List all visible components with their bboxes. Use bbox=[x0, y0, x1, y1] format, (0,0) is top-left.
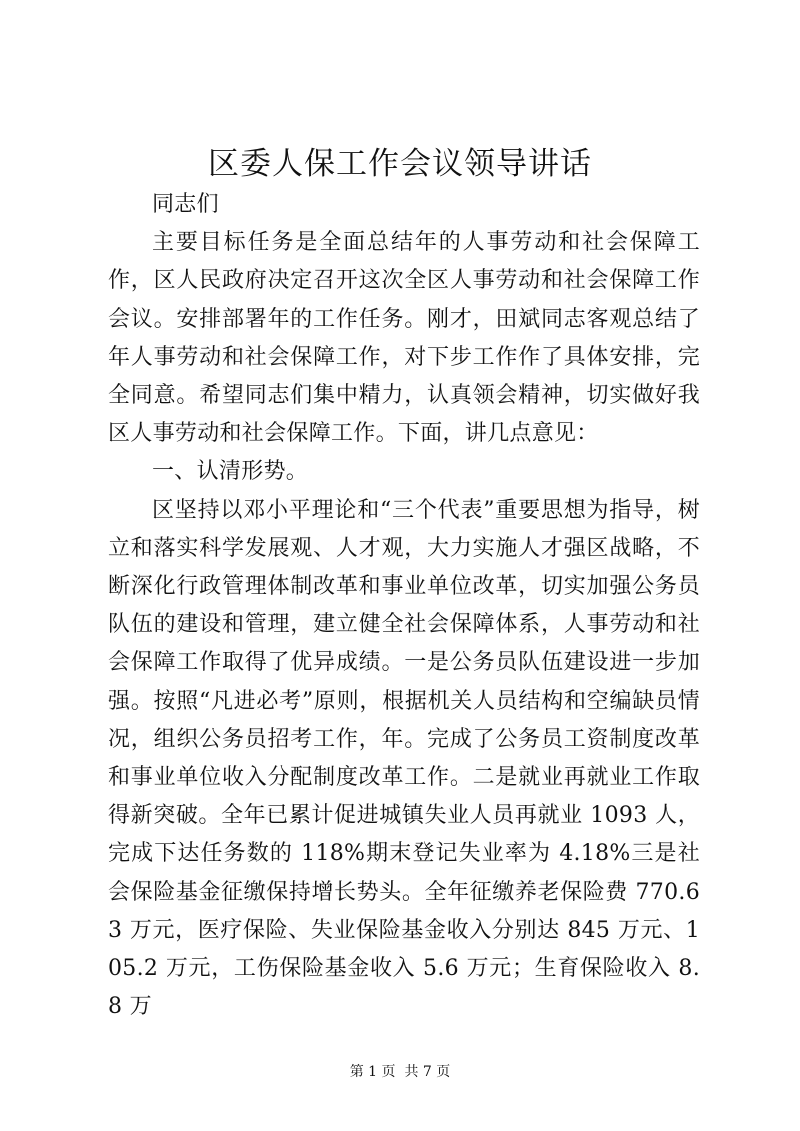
section-heading: 一、认清形势。 bbox=[152, 459, 309, 485]
document-body bbox=[108, 186, 700, 1026]
page-number: 第 1 页 bbox=[349, 1064, 396, 1080]
body-paragraph: 区坚持以邓小平理论和“三个代表”重要思想为指导，树立和落实科学发展观、人才观，大力实施人才强区战略，不断深化行政管理体制改革和事业单位改革，切实加强公务员队伍的建设和管理，建立健全社会保障体系，人事劳动和社会保障工作取得了优异成绩。一是公务员队伍建设进一步加强。按照“凡进必考”原则，根据机关人员结构和空编缺员情况，组织公务员招考工作，年。完成了公务员工资制度改革和事业单位收入分配制度改革工作。二是就业再就业工作取得新突破。全年已累计促进城镇失业人员再就业 1093 人，完成下达任务数的 118%期末登记失业率为 4.18%三是社会保险基金征缴保持增长势头。全年征缴养老保险费 770.63 万元，医疗保险、失业保险基金收入分别达 845 万元、105.2 万元，工伤保险基金收入 5.6 万元；生育保险收入 8.8 万 bbox=[108, 497, 700, 1020]
salutation-paragraph: 同志们 bbox=[152, 192, 219, 217]
page-footer bbox=[0, 1062, 800, 1082]
page-total: 共 7 页 bbox=[404, 1064, 451, 1080]
intro-paragraph: 主要目标任务是全面总结年的人事劳动和社会保障工作，区人民政府决定召开这次全区人事劳动和社会保障工作会议。安排部署年的工作任务。刚才，田斌同志客观总结了年人事劳动和社会保障工作，对下步工作作了具体安排，完全同意。希望同志们集中精力，认真领会精神，切实做好我区人事劳动和社会保障工作。下面，讲几点意见： bbox=[108, 230, 700, 447]
document-title: 区委人保工作会议领导讲话 bbox=[208, 146, 592, 182]
